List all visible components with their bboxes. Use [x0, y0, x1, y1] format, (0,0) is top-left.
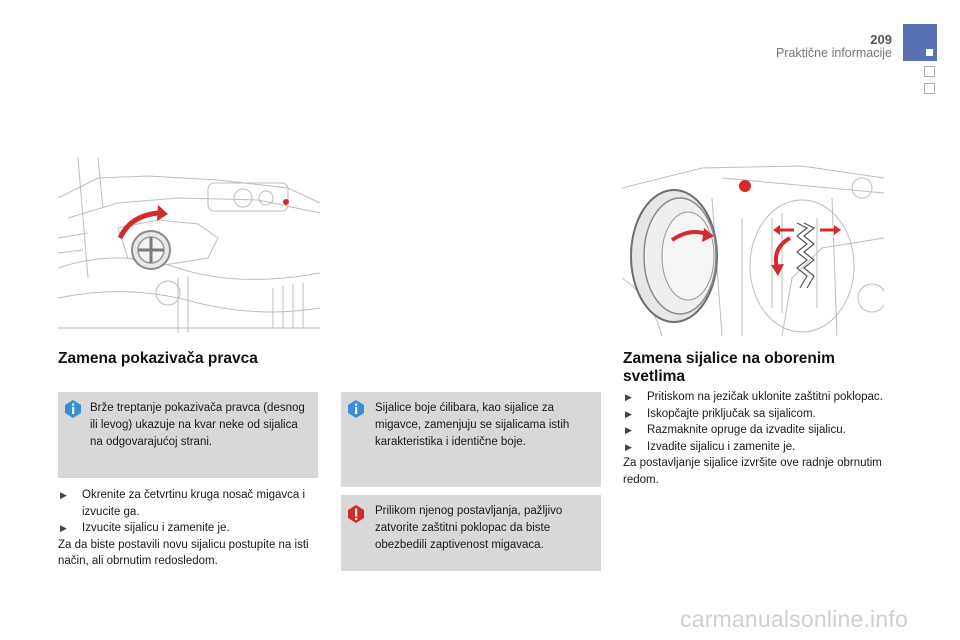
turn-indicator-note: Za da biste postavili novu sijalicu postupite na isti način, ali obrnutim redosledom.: [58, 538, 309, 567]
bullet-icon: ▶: [625, 425, 632, 435]
bullet-icon: ▶: [625, 408, 632, 419]
bullet-icon: ▶: [60, 490, 67, 500]
list-item: ▶ Izvucite sijalicu i zamenite je.: [58, 520, 320, 537]
info-icon: [348, 400, 364, 418]
dipped-beam-note: Za postavljanje sijalice izvršite ove radnje obrnutim redom.: [623, 457, 882, 486]
chapter-tab-marker: [926, 49, 933, 56]
bullet-icon: ▶: [625, 392, 632, 402]
amber-bulb-info-box: [341, 392, 601, 487]
info-icon: [65, 400, 81, 418]
list-item: ▶ Izvadite sijalicu i zamenite je.: [623, 439, 885, 456]
sealing-warning-box: [341, 495, 601, 571]
dipped-beam-steps: [623, 389, 885, 488]
list-item: ▶ Iskopčajte priključak sa sijalicom.: [623, 406, 885, 423]
page-number: 209: [870, 32, 892, 47]
amber-bulb-info-text: Sijalice boje ćilibara, kao sijalice za migavce, zamenjuju se sijalicama istih karakteristika i identične boje.: [375, 402, 570, 448]
sealing-warning-text: Prilikom njenog postavljanja, pažljivo zatvorite zaštitni poklopac da biste obezbedili zaptivenost migavaca.: [375, 505, 563, 551]
chapter-tab-empty-2: [924, 83, 935, 94]
turn-indicator-steps: [58, 487, 320, 570]
turn-indicator-info-box: [58, 392, 318, 478]
section-title: Praktične informacije: [775, 46, 892, 60]
turn-indicator-heading: Zamena pokazivača pravca: [58, 350, 258, 367]
watermark: carmanualsonline.info: [680, 606, 908, 632]
bullet-icon: ▶: [60, 523, 67, 533]
list-item: ▶ Pritiskom na jezičak uklonite zaštitni poklopac.: [623, 389, 885, 406]
chapter-tab-empty-1: [924, 66, 935, 77]
warning-icon: [348, 505, 364, 523]
bullet-icon: ▶: [625, 441, 632, 452]
dipped-beam-illustration: [622, 158, 884, 336]
turn-indicator-info-text: Brže treptanje pokazivača pravca (desnog ili levog) ukazuje na kvar neke od sijalica na odgovarajućoj strani.: [90, 402, 305, 448]
list-item: ▶ Okrenite za četvrtinu kruga nosač migavca i izvucite ga.: [60, 489, 306, 518]
turn-indicator-illustration: [58, 158, 320, 336]
dipped-beam-heading: Zamena sijalice na oborenim svetlima: [623, 350, 835, 385]
list-item: ▶ Razmaknite opruge da izvadite sijalicu.: [623, 422, 885, 439]
